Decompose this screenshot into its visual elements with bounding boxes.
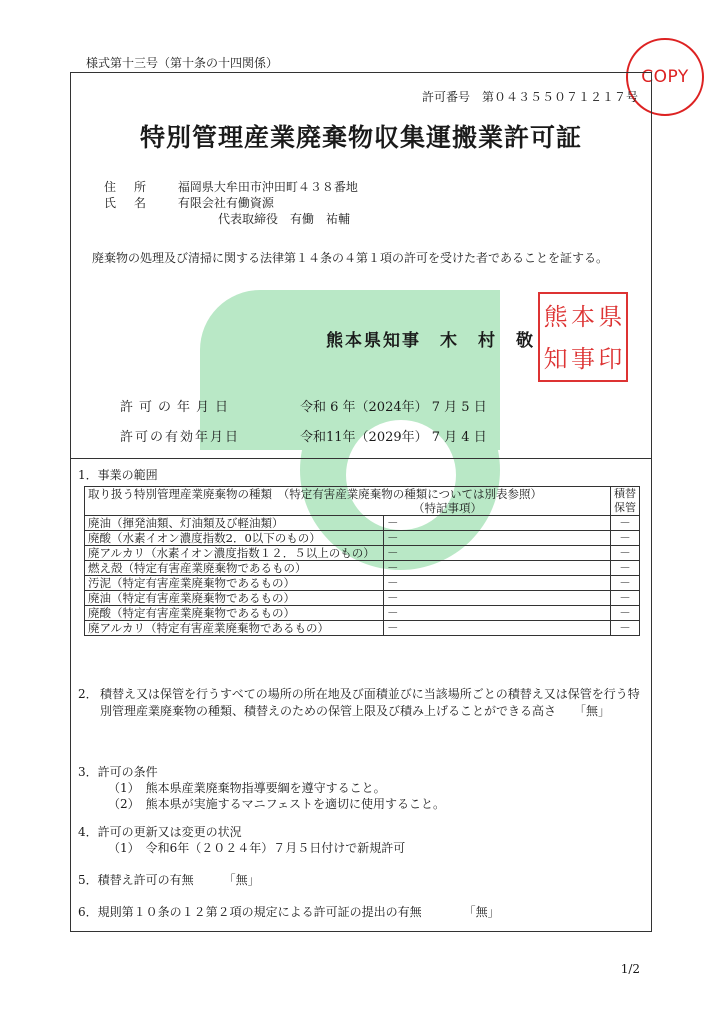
waste-type: 汚泥（特定有害産業廃棄物であるもの） [85, 576, 384, 591]
expiry-date-value: 令和11年（2029年） 7 月 4 日 [300, 430, 487, 445]
table-row [85, 516, 640, 531]
waste-type: 廃酸（水素イオン濃度指数2．0以下のもの） [85, 531, 384, 546]
representative: 代表取締役 有働 祐輔 [218, 212, 351, 226]
section2-number: 2． [78, 687, 98, 701]
address-row [104, 178, 358, 195]
address-value: 福岡県大牟田市沖田町４３８番地 [177, 180, 358, 194]
permit-date-label: 許可の年月日 [120, 400, 235, 415]
section-divider [70, 458, 652, 459]
waste-note: － [384, 546, 611, 561]
expiry-date-label: 許可の有効年月日 [120, 430, 241, 445]
permit-date-row [120, 396, 234, 415]
name-value: 有限会社有働資源 [177, 196, 274, 210]
section2-text: 積替え又は保管を行うすべての場所の所在地及び面積並びに当該場所ごとの積替え又は保管を行う特別管理産業廃棄物の種類、積替えのための保管上限及び積み上げることができる高さ 「無」 [100, 687, 640, 718]
section4-title: 4．許可の更新又は変更の状況 [78, 825, 242, 839]
waste-note: － [384, 516, 611, 531]
waste-storage: － [611, 606, 640, 621]
table-row [85, 591, 640, 606]
form-number: 様式第十三号（第十条の十四関係） [86, 56, 279, 70]
table-row [85, 531, 640, 546]
waste-note: － [384, 606, 611, 621]
section3-item-1: （1） 熊本県産業廃棄物指導要綱を遵守すること。 [108, 781, 386, 795]
section3-title: 3．許可の条件 [78, 765, 158, 779]
waste-type: 廃アルカリ（水素イオン濃度指数１２．５以上のもの） [85, 546, 384, 561]
waste-storage: － [611, 591, 640, 606]
table-row [85, 606, 640, 621]
expiry-date-row [120, 426, 240, 445]
waste-note: － [384, 621, 611, 636]
waste-type: 廃酸（特定有害産業廃棄物であるもの） [85, 606, 384, 621]
header-note: （特記事項） [413, 501, 482, 515]
waste-note: － [384, 591, 611, 606]
section3-item-2: （2） 熊本県が実施するマニフェストを適切に使用すること。 [108, 797, 446, 811]
waste-table [84, 486, 640, 636]
seal-char: 印 [598, 345, 623, 373]
seal-char: 県 [598, 303, 623, 331]
section1-title: 1．事業の範囲 [78, 468, 158, 482]
header-storage: 積替保管 [611, 487, 640, 516]
waste-storage: － [611, 576, 640, 591]
certification-statement: 廃棄物の処理及び清掃に関する法律第１４条の４第１項の許可を受けた者であることを証する。 [92, 251, 609, 265]
waste-storage: － [611, 531, 640, 546]
waste-type: 廃アルカリ（特定有害産業廃棄物であるもの） [85, 621, 384, 636]
waste-note: － [384, 531, 611, 546]
page-number: 1/2 [620, 962, 640, 976]
waste-storage: － [611, 561, 640, 576]
waste-storage: － [611, 621, 640, 636]
document-title: 特別管理産業廃棄物収集運搬業許可証 [139, 123, 582, 152]
section5: 5．積替え許可の有無 「無」 [78, 873, 260, 887]
waste-type: 燃え殻（特定有害産業廃棄物であるもの） [85, 561, 384, 576]
table-header [85, 487, 611, 516]
waste-storage: － [611, 546, 640, 561]
section2 [78, 686, 644, 720]
table-row [85, 546, 640, 561]
header-type: 取り扱う特別管理産業廃棄物の種類 （特定有害産業廃棄物の種類については別表参照） [88, 487, 543, 501]
seal-char: 熊 [543, 303, 568, 331]
section4-item-1: （1） 令和6年（２０２４年）７月５日付けで新規許可 [108, 841, 406, 855]
seal-char: 事 [570, 345, 595, 373]
waste-note: － [384, 576, 611, 591]
name-row [104, 194, 274, 211]
name-label: 氏名 [104, 196, 165, 210]
table-row [85, 561, 640, 576]
seal-char: 本 [570, 303, 595, 331]
address-label: 住所 [104, 180, 165, 194]
permit-number: 許可番号 第０４３５５０７１２１７号 [421, 90, 638, 104]
waste-storage: － [611, 516, 640, 531]
permit-date-value: 令和 6 年（2024年） 7 月 5 日 [300, 400, 487, 415]
seal-char: 知 [543, 345, 568, 373]
waste-type: 廃油（揮発油類、灯油類及び軽油類） [85, 516, 384, 531]
table-header-row [85, 487, 640, 516]
table-row [85, 576, 640, 591]
waste-note: － [384, 561, 611, 576]
table-row [85, 621, 640, 636]
official-seal [538, 292, 628, 382]
waste-type: 廃油（特定有害産業廃棄物であるもの） [85, 591, 384, 606]
section6: 6．規則第１０条の１２第２項の規定による許可証の提出の有無 「無」 [78, 905, 500, 919]
governor-signature: 熊本県知事 木 村 敬 [326, 331, 535, 351]
copy-stamp: COPY [626, 38, 704, 116]
